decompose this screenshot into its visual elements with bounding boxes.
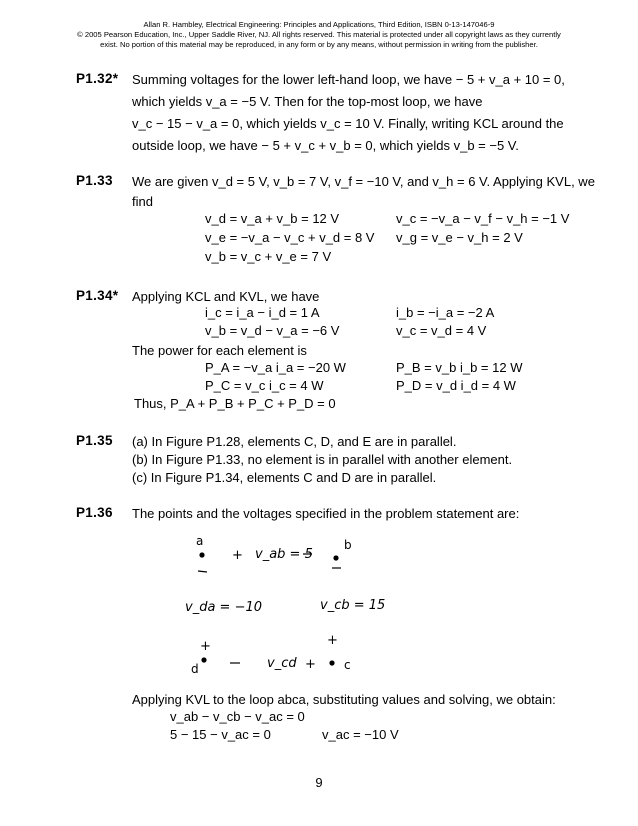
problem-label-p133: P1.33 <box>76 173 113 188</box>
sketch-plus-ab: + <box>232 548 243 563</box>
p134-line-2: The power for each element is <box>132 343 307 358</box>
p135-part-b: (b) In Figure P1.33, no element is in parallel with another element. <box>132 452 513 467</box>
p134-line-1: Applying KCL and KVL, we have <box>132 289 320 304</box>
sketch-node-d-dot <box>201 657 206 662</box>
sketch-node-d-label: d <box>191 662 199 676</box>
p134-eq-ib: i_b = −i_a = −2 A <box>396 305 495 320</box>
sketch-node-c-dot <box>329 660 334 665</box>
sketch-node-a-dot <box>199 552 204 557</box>
p136-eq-result: v_ac = −10 V <box>322 727 399 742</box>
problem-label-p132: P1.32* <box>76 71 119 86</box>
p132-line-2: which yields v_a = −5 V. Then for the top-most loop, we have <box>132 94 483 109</box>
page-number: 9 <box>315 775 323 790</box>
sketch-node-c-label: c <box>344 658 351 672</box>
sketch-node-a-label: a <box>196 534 204 548</box>
p136-line-2: Applying KVL to the loop abca, substituting values and solving, we obtain: <box>132 692 556 707</box>
p134-eq-ic: i_c = i_a − i_d = 1 A <box>205 305 320 320</box>
p134-eq-pa: P_A = −v_a i_a = −20 W <box>205 360 346 375</box>
problem-label-p136: P1.36 <box>76 505 113 520</box>
p134-eq-vb: v_b = v_d − v_a = −6 V <box>205 323 340 338</box>
p135-part-a: (a) In Figure P1.28, elements C, D, and E are in parallel. <box>132 434 457 449</box>
sketch-v-cb: v_cb = 15 <box>320 598 386 613</box>
sketch-plus-d: + <box>200 639 211 654</box>
sketch-plus-c: + <box>327 633 338 648</box>
p132-line-3: v_c − 15 − v_a = 0, which yields v_c = 10 V. Finally, writing KCL around the <box>132 116 564 131</box>
sketch-v-cd: v_cd <box>267 656 297 671</box>
sketch-node-b-dot <box>333 555 338 560</box>
p134-eq-vc: v_c = v_d = 4 V <box>396 323 487 338</box>
p136-line-1: The points and the voltages specified in the problem statement are: <box>132 506 520 521</box>
p132-line-1: Summing voltages for the lower left-hand loop, we have − 5 + v_a + 10 = 0, <box>132 72 565 87</box>
sketch-v-da: v_da = −10 <box>185 600 263 615</box>
header-line-2: © 2005 Pearson Education, Inc., Upper Saddle River, NJ. All rights reserved. This material is protected under all copyright laws as they currently <box>77 30 561 39</box>
p133-eq-vb: v_b = v_c + v_e = 7 V <box>205 249 332 264</box>
p133-line-1: We are given v_d = 5 V, v_b = 7 V, v_f = −10 V, and v_h = 6 V. Applying KVL, we <box>132 174 595 189</box>
p132-line-4: outside loop, we have − 5 + v_c + v_b = 0, which yields v_b = −5 V. <box>132 138 519 153</box>
problem-label-p134: P1.34* <box>76 288 119 303</box>
sketch-plus-cd: + <box>305 657 316 672</box>
p135-part-c: (c) In Figure P1.34, elements C and D are in parallel. <box>132 470 437 485</box>
p134-eq-pb: P_B = v_b i_b = 12 W <box>396 360 523 375</box>
p133-eq-vg: v_g = v_e − v_h = 2 V <box>396 230 523 245</box>
problem-label-p135: P1.35 <box>76 433 113 448</box>
p136-eq-kvl: v_ab − v_cb − v_ac = 0 <box>170 709 305 724</box>
p134-eq-pc: P_C = v_c i_c = 4 W <box>205 378 324 393</box>
p133-eq-vc: v_c = −v_a − v_f − v_h = −1 V <box>396 211 570 226</box>
header-line-3: exist. No portion of this material may be reproduced, in any form or by any means, without permission in writing from the publisher. <box>100 40 538 49</box>
p134-line-3: Thus, P_A + P_B + P_C + P_D = 0 <box>134 396 336 411</box>
p133-eq-vd: v_d = v_a + v_b = 12 V <box>205 211 340 226</box>
p133-eq-ve: v_e = −v_a − v_c + v_d = 8 V <box>205 230 375 245</box>
p134-eq-pd: P_D = v_d i_d = 4 W <box>396 378 516 393</box>
p133-line-2: find <box>132 194 153 209</box>
sketch-minus-a <box>198 571 207 572</box>
sketch-node-b-label: b <box>344 538 352 552</box>
header-line-1: Allan R. Hambley, Electrical Engineering: Principles and Applications, Third Edition, ISBN 0-13-147046-9 <box>143 20 495 29</box>
sketch-v-ab: v_ab = 5 <box>255 547 313 562</box>
p136-eq-substituted: 5 − 15 − v_ac = 0 <box>170 727 271 742</box>
